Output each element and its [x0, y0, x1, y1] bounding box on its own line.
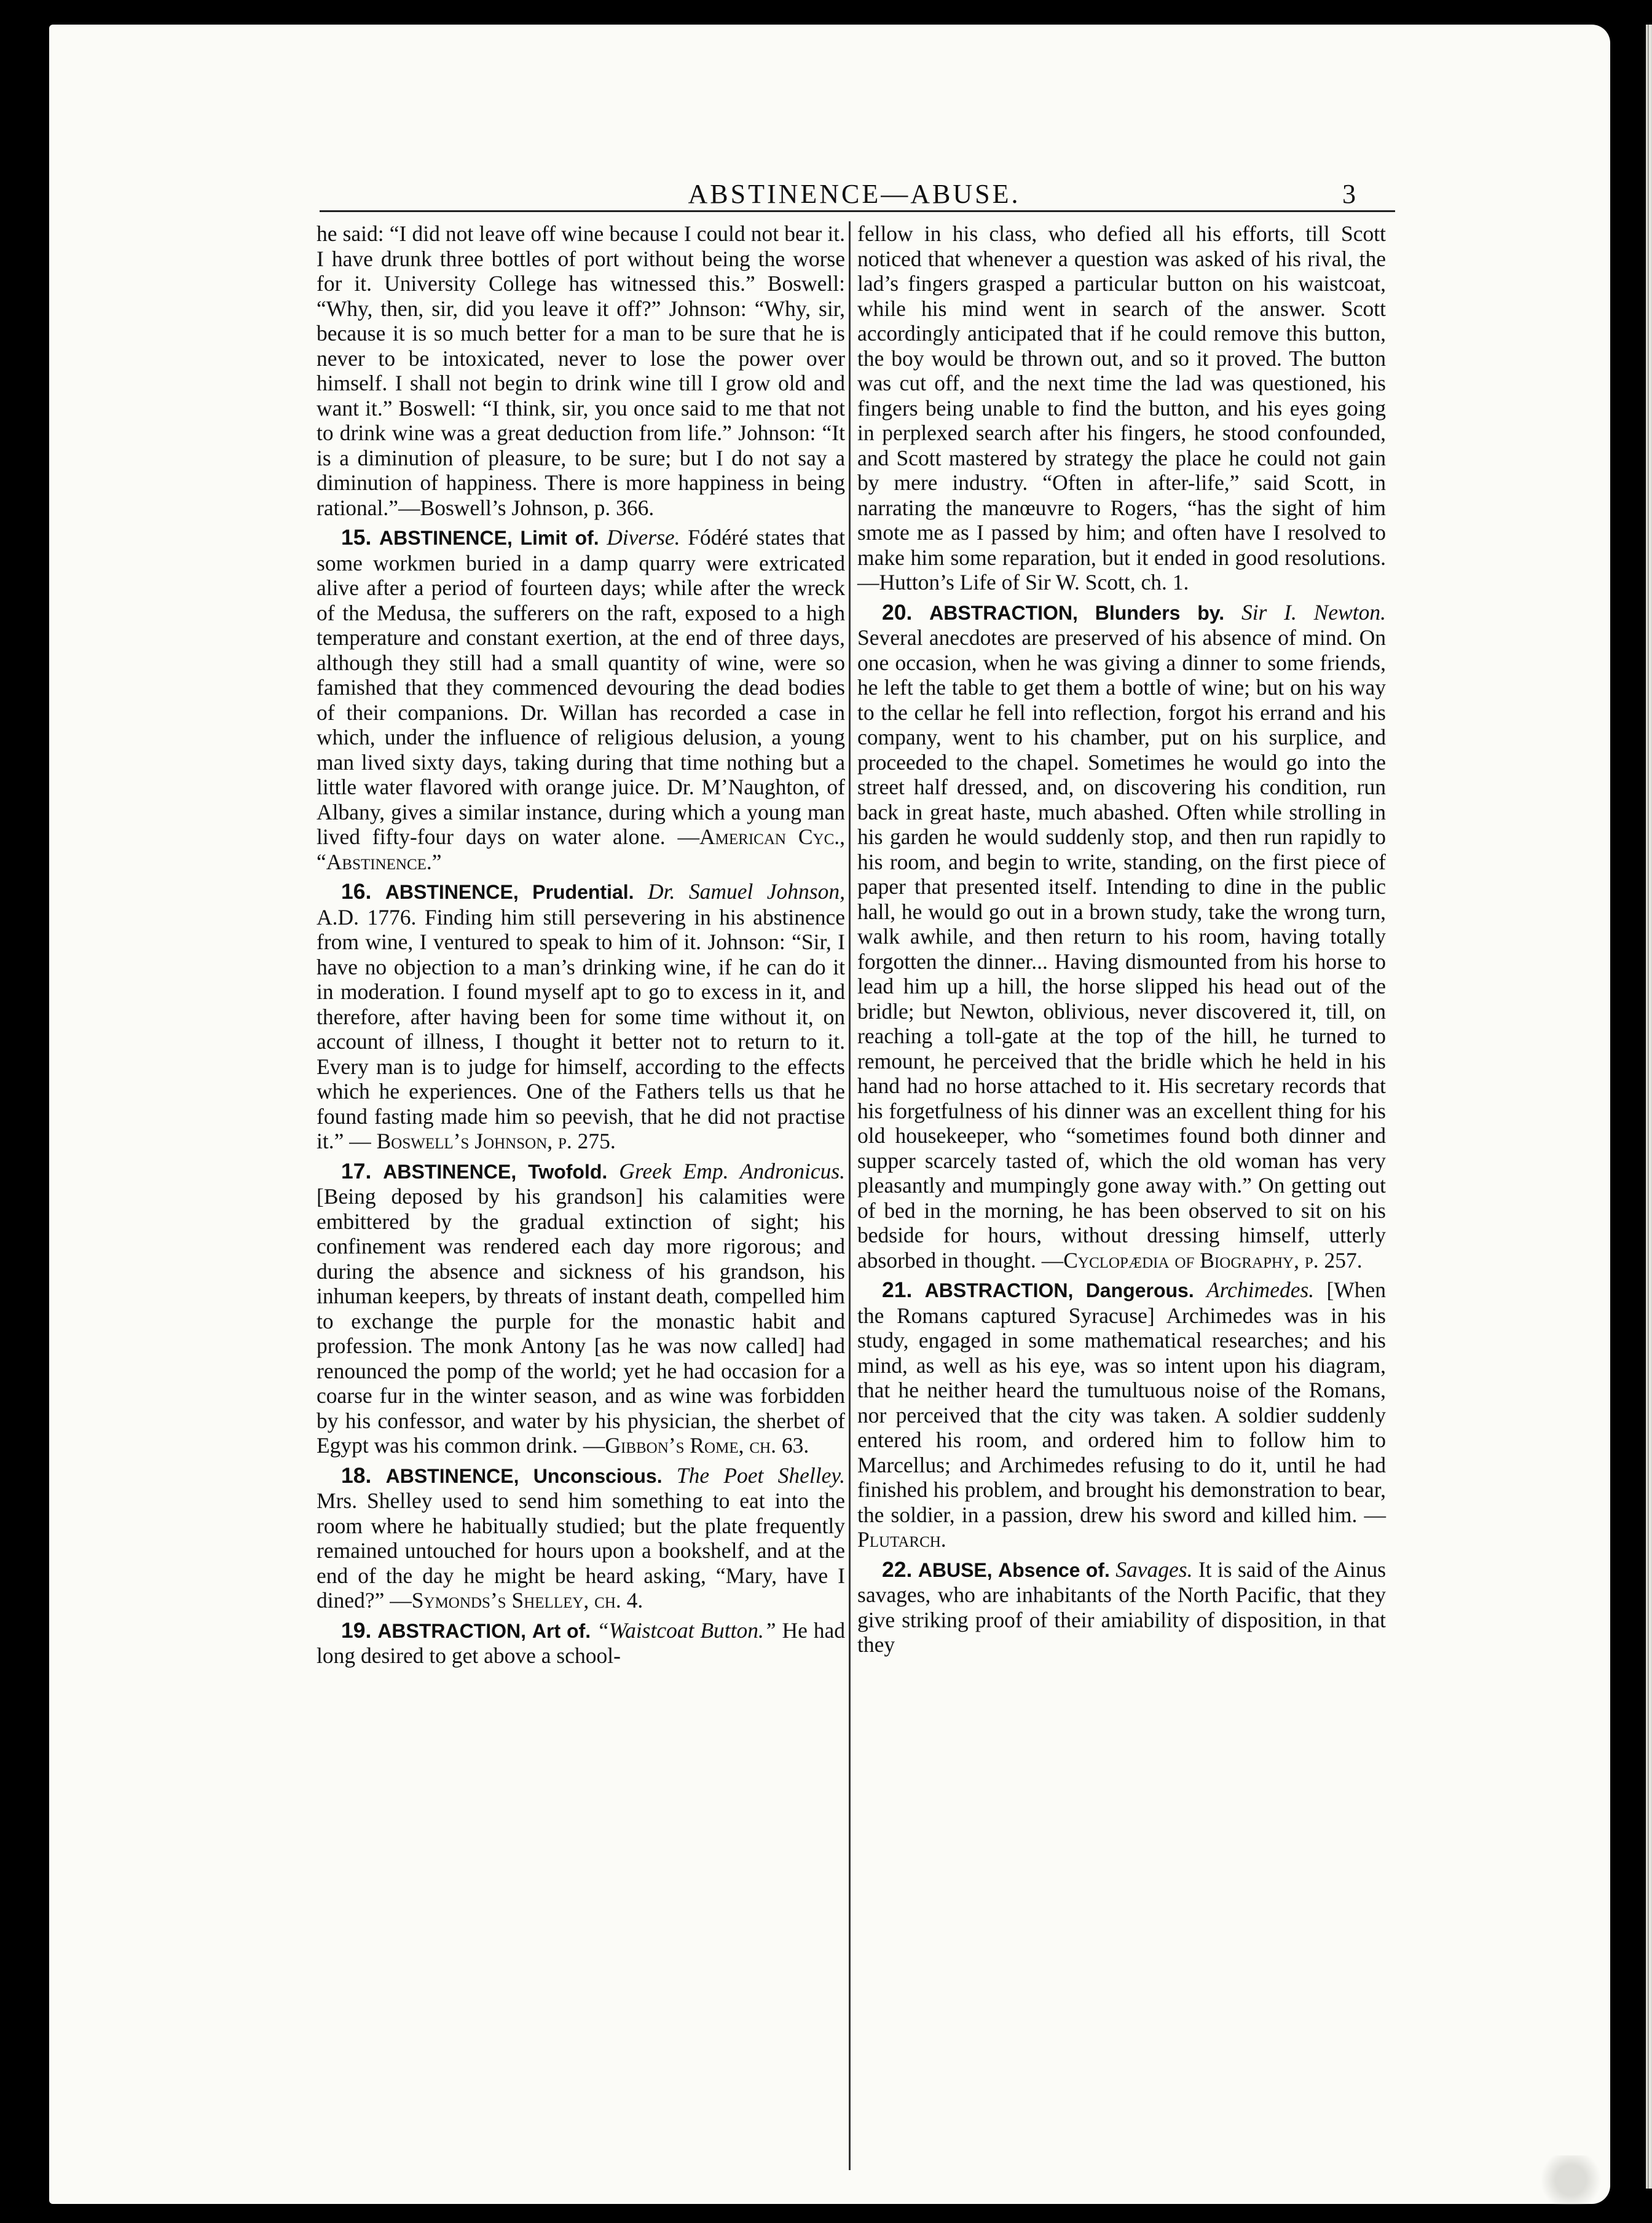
entry-text: [When the Romans captured Syracuse] Archimedes was in his study, engaged in some mathematical researches; and his mind, as well as his eye, was so intent upon his diagram, that he neither heard the tumultuous noise of the Romans, nor perceived that the city was taken. A soldier suddenly entered his room, and ordered him to follow him to Marcellus; and Archimedes refusing to do it, until he had finished his problem, and brought his demonstration to bear, the soldier, in a passion, drew his sword and killed him.: [857, 1277, 1386, 1527]
entry-heading: ABSTRACTION,: [377, 1619, 527, 1642]
header-rule: [320, 210, 1395, 212]
entry-number: 15.: [341, 525, 372, 550]
entry-number: 16.: [341, 879, 372, 904]
entry-heading: ABSTINENCE,: [383, 1160, 517, 1183]
entry-continuation: [857, 221, 1386, 595]
entry-text: He had long desired to get above a school-: [317, 1617, 846, 1668]
entry-subject: Greek Emp. Andronicus.: [619, 1158, 846, 1183]
entry-source: — Boswell’s Johnson, p. 275.: [349, 1129, 616, 1153]
entry-text: [Being deposed by his grandson] his calamities were embittered by the gradual extinction of sight; his confinement was rendered each day more rigorous; and during the absence and sickness of his grandson, his inhuman keepers, by threats of instant death, compelled him to exchange the purple for the monastic habit and profession. The monk Antony [as he was now called] had renounced the pomp of the world; yet he had occasion for a coarse fur in the winter season, and as wine was forbidden by his confessor, and water by his physician, the sherbet of Egypt was his common drink.: [317, 1184, 845, 1458]
entry-text: Mrs. Shelley used to send him something to eat into the room where he habitually studied; but the plate frequently remained untouched for hours upon a bookshelf, and at the end of the day he might be heard asking, “Mary, have I dined?”: [317, 1488, 845, 1613]
entry-text: It is said of the Ainus savages, who are inhabitants of the North Pacific, that they give striking proof of their amiability of disposition, in that they: [857, 1557, 1386, 1657]
entry-source: —Cyclopædia of Biography, p. 257.: [1041, 1247, 1363, 1273]
entry-text: Several anecdotes are preserved of his absence of mind. On one occasion, when he was giving a dinner to some friends, he left the table to get them a bottle of wine; but on his way to the cellar he fell into reflection, forgot his errand and his company, went to his chamber, put on his surplice, and proceeded to the chapel. Sometimes he would go into the street half dressed, and, on discovering his condition, run back in great haste, much abashed. Often while strolling in his garden he would suddenly stop, and then run rapidly to his room, and begin to write, standing, on the first piece of paper that presented itself. Intending to dine in the public hall, he would go out in a brown study, take the wrong turn, walk awhile, and then return to his room, having totally forgotten the dinner... Having dismounted from his horse to lead him up a hill, the horse slipped his head out of the bridle; but Newton, oblivious, never discovered it, till, on reaching a toll-gate at the top of the hill, he turned to remount, he perceived that the bridle which he held in his hand had no horse attached to it. His secretary records that his forgetfulness of his dinner was an excellent thing for his old housekeeper, who “sometimes found both dinner and supper scarcely tasted of, which the old woman has very pleasantly and mumpingly gone away with.” On getting out of bed in the morning, he has been observed to sit on his bedside for hours, without dressing himself, utterly absorbed in thought.: [857, 625, 1386, 1273]
entry-text: Fódéré states that some workmen buried in a damp quarry were extricated alive after a period of fourteen days; while after the wreck of the Medusa, the sufferers on the raft, exposed to a high temperature and constant exertion, at the end of three days, although they still had a small quantity of wine, were so famished that they commenced devouring the dead bodies of their companions. Dr. Willan has recorded a case in which, under the influence of religious delusion, a young man lived sixty days, taking during that time nothing but a little water flavored with orange juice. Dr. M’Naughton, of Albany, gives a similar instance, during which a young man lived fifty-four days on water alone.: [317, 525, 846, 849]
entry-22: [857, 1557, 1386, 1657]
entry-subject: Archimedes.: [1206, 1277, 1315, 1302]
page-edges: [1646, 25, 1652, 2189]
entry-subject: Sir I. Newton.: [1241, 599, 1386, 625]
entry-number: 21.: [882, 1277, 913, 1302]
entry-21: [857, 1277, 1386, 1552]
entry-number: 19.: [341, 1617, 372, 1643]
paper-stain: [1541, 2155, 1615, 2205]
entry-heading: ABSTRACTION,: [929, 601, 1078, 624]
left-column: [317, 221, 845, 1673]
entry-subject: “Waistcoat Button.”: [597, 1617, 776, 1643]
entry-subject: Savages.: [1115, 1557, 1193, 1582]
entry-number: 20.: [882, 599, 913, 625]
entry-15: [317, 525, 845, 874]
entry-heading: ABSTRACTION,: [924, 1279, 1074, 1301]
entry-heading: ABSTINENCE,: [385, 1464, 519, 1487]
entry-source: —Plutarch.: [857, 1502, 1386, 1552]
entry-subheading: Absence of.: [998, 1558, 1110, 1581]
entry-subheading: Art of.: [532, 1619, 591, 1642]
entry-source: —American Cyc., “Abstinence.”: [317, 824, 846, 874]
entry-19: [317, 1618, 845, 1668]
entry-continuation: [317, 221, 845, 520]
entry-16: [317, 879, 845, 1154]
entry-subheading: Unconscious.: [533, 1464, 663, 1487]
entry-source: —Gibbon’s Rome, ch. 63.: [583, 1433, 809, 1458]
entry-17: [317, 1159, 845, 1458]
right-column: [857, 221, 1386, 1662]
entry-heading: ABUSE,: [918, 1558, 993, 1581]
entry-subject: Dr. Samuel Johnson,: [647, 879, 845, 904]
entry-number: 18.: [341, 1463, 372, 1488]
entry-text: he said: “I did not leave off wine because I could not bear it. I have drunk three bottles of port without being the worse for it. University College has witnessed this.” Boswell: “Why, then, sir, did you leave it off?” Johnson: “Why, sir, because it is so much better for a man to be sure that he is never to be intoxicated, never to lose the power over himself. I shall not begin to drink wine till I grow old and want it.” Boswell: “I think, sir, you once said to me that not to drink wine was a great deduction from life.” Johnson: “It is a diminution of pleasure, to be sure; but I do not say a diminution of happiness. There is more happiness in being rational.”—Boswell’s Johnson, p. 366.: [317, 221, 845, 520]
entry-subject: Diverse.: [607, 525, 680, 550]
entry-number: 22.: [882, 1557, 913, 1582]
entry-text: fellow in his class, who defied all his efforts, till Scott noticed that whenever a question was asked of his rival, the lad’s fingers grasped a particular button on his waistcoat, while his mind went in search of the answer. Scott accordingly anticipated that if he could remove this button, the boy would be thrown out, and so it proved. The button was cut off, and the next time the lad was questioned, his fingers being unable to find the button, and his eyes going in perplexed search after his fingers, he stood confounded, and Scott mastered by strategy the place he could not gain by mere industry. “Often in after-life,” said Scott, in narrating the manœuvre to Rogers, “has the sight of him smote me as I passed by him; and often have I resolved to make him some reparation, but it ended in good resolutions.—Hutton’s Life of Sir W. Scott, ch. 1.: [857, 221, 1386, 594]
running-header: [313, 178, 1395, 215]
entry-subheading: Prudential.: [532, 881, 634, 903]
entry-subheading: Blunders by.: [1095, 601, 1225, 624]
entry-18: [317, 1463, 845, 1613]
entry-number: 17.: [341, 1158, 372, 1183]
page-number: 3: [1342, 179, 1358, 209]
column-divider: [849, 221, 851, 2170]
entry-text: A.D. 1776. Finding him still persevering in his abstinence from wine, I ventured to speak to him of it. Johnson: “Sir, I have no objection to a man’s drinking wine, if he can do it in moderation. I found myself apt to go to excess in it, and therefore, after having been for some time without it, on account of illness, I thought it better not to return to it. Every man is to judge for himself, according to the effects which he experiences. One of the Fathers tells us that he found fasting made him so peevish, that he did not practise it.”: [317, 904, 845, 1153]
running-head-title: ABSTINENCE—ABUSE.: [688, 179, 1021, 209]
entry-subject: The Poet Shelley.: [676, 1463, 846, 1488]
entry-heading: ABSTINENCE,: [385, 881, 519, 903]
entry-subheading: Twofold.: [528, 1160, 608, 1183]
entry-20: [857, 600, 1386, 1273]
entry-subheading: Dangerous.: [1085, 1279, 1194, 1301]
entry-heading: ABSTINENCE,: [379, 527, 513, 549]
entry-subheading: Limit of.: [520, 527, 599, 549]
entry-source: —Symonds’s Shelley, ch. 4.: [390, 1588, 643, 1613]
